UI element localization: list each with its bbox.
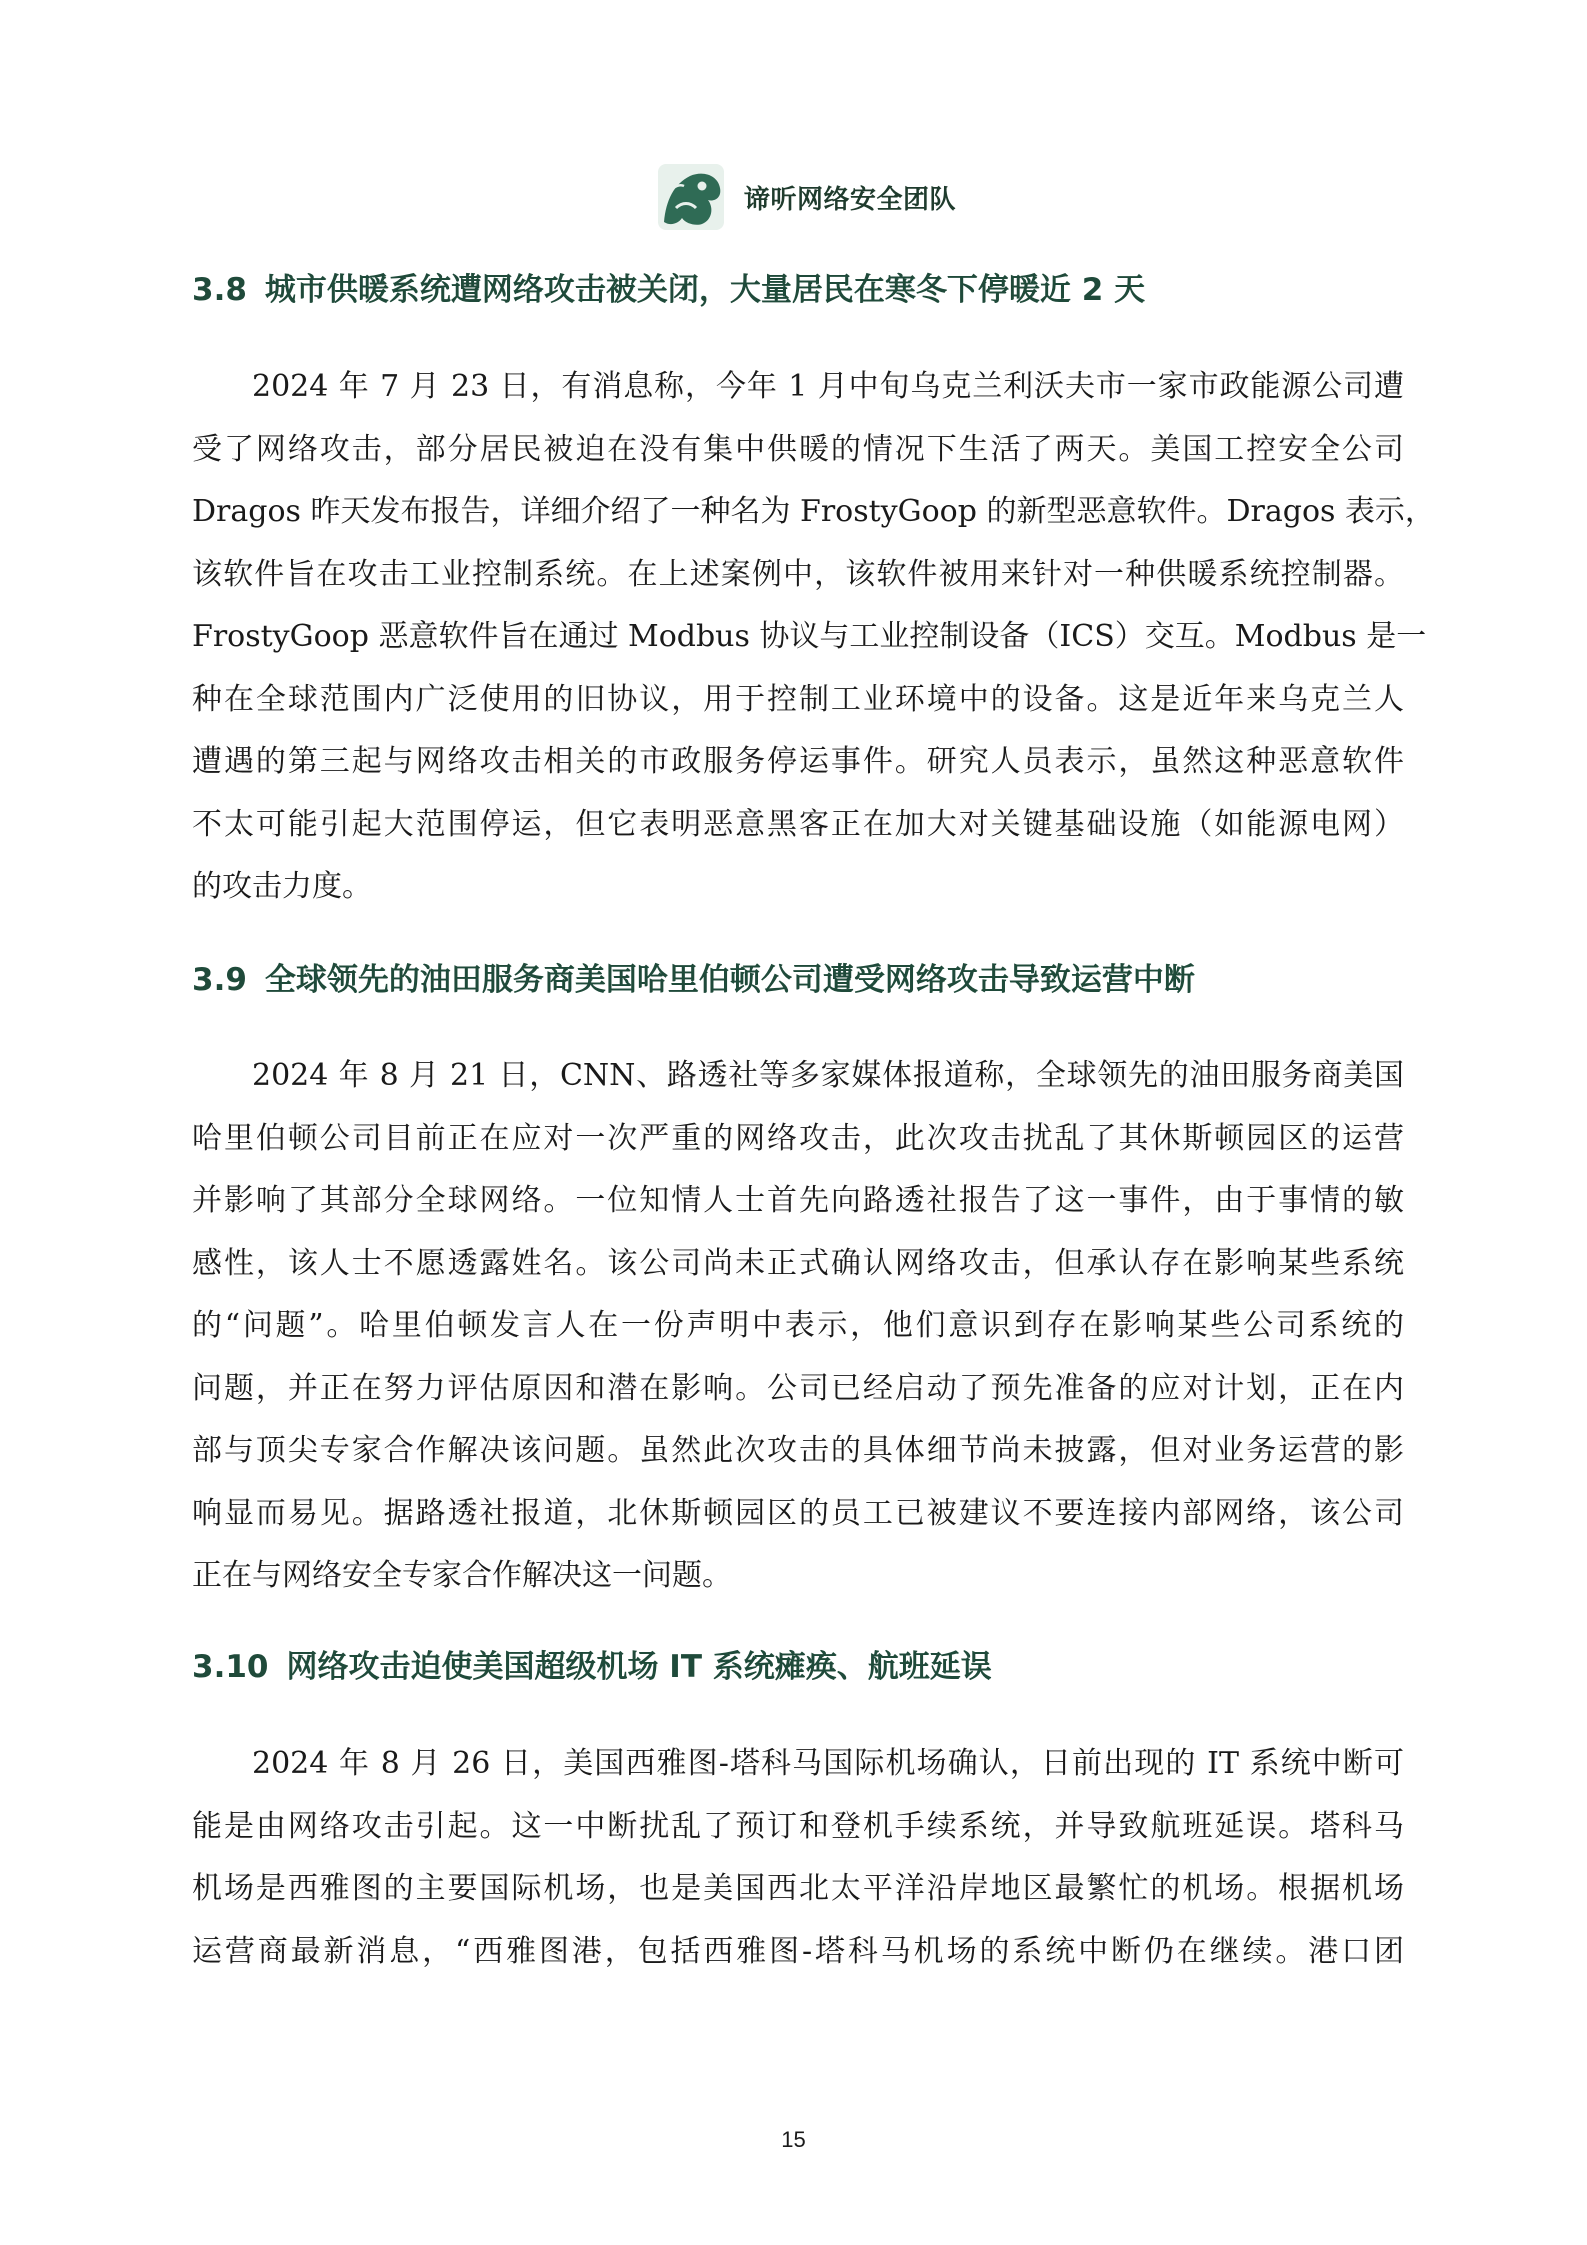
paragraph-line: 哈里伯顿公司目前正在应对一次严重的网络攻击，此次攻击扰乱了其休斯顿园区的运营 [192, 1120, 1404, 1156]
section-paragraph [192, 1733, 1404, 1983]
section-title: 全球领先的油田服务商美国哈里伯顿公司遭受网络攻击导致运营中断 [264, 962, 1195, 998]
paragraph-line: 遭遇的第三起与网络攻击相关的市政服务停运事件。研究人员表示，虽然这种恶意软件 [192, 744, 1404, 779]
page-number: 15 [781, 2127, 806, 2152]
paragraph-line: 不太可能引起大范围停运，但它表明恶意黑客正在加大对关键基础设施（如能源电网） [192, 806, 1404, 842]
paragraph-line: 能是由网络攻击引起。这一中断扰乱了预订和登机手续系统，并导致航班延误。塔科马 [192, 1808, 1404, 1844]
paragraph-line: 正在与网络安全专家合作解决这一问题。 [192, 1558, 732, 1593]
section-title: 城市供暖系统遭网络攻击被关闭，大量居民在寒冬下停暖近 2 天 [264, 272, 1146, 308]
paragraph-line: 受了网络攻击，部分居民被迫在没有集中供暖的情况下生活了两天。美国工控安全公司 [192, 431, 1404, 467]
paragraph-line: 部与顶尖专家合作解决该问题。虽然此次攻击的具体细节尚未披露，但对业务运营的影 [192, 1433, 1404, 1468]
section-number: 3.9 [192, 962, 247, 998]
paragraph-line: 种在全球范围内广泛使用的旧协议，用于控制工业环境中的设备。这是近年来乌克兰人 [192, 681, 1404, 717]
section-heading [192, 264, 1145, 309]
section-number: 3.10 [192, 1649, 269, 1685]
team-name: 谛听网络安全团队 [744, 184, 957, 215]
paragraph-line: 该软件旨在攻击工业控制系统。在上述案例中，该软件被用来针对一种供暖系统控制器。 [192, 556, 1404, 592]
paragraph-line: 的“问题”。哈里伯顿发言人在一份声明中表示，他们意识到存在影响某些公司系统的 [192, 1308, 1404, 1343]
paragraph-line: 2024 年 7 月 23 日，有消息称，今年 1 月中旬乌克兰利沃夫市一家市政能源公司遭 [252, 369, 1404, 404]
paragraph-line: FrostyGoop 恶意软件旨在通过 Modbus 协议与工业控制设备（ICS）交互。Modbus 是一 [192, 619, 1427, 654]
section-paragraph [192, 1045, 1404, 1608]
section-number: 3.8 [192, 272, 247, 308]
paragraph-line: 的攻击力度。 [192, 869, 372, 904]
section-paragraph [192, 356, 1435, 919]
paragraph-line: 2024 年 8 月 21 日，CNN、路透社等多家媒体报道称，全球领先的油田服务商美国 [252, 1058, 1404, 1093]
page-header [656, 162, 956, 232]
paragraph-line: 并影响了其部分全球网络。一位知情人士首先向路透社报告了这一事件，由于事情的敏 [192, 1183, 1404, 1218]
paragraph-line: Dragos 昨天发布报告，详细介绍了一种名为 FrostyGoop 的新型恶意软件。Dragos 表示， [192, 494, 1435, 529]
paragraph-line: 响显而易见。据路透社报道，北休斯顿园区的员工已被建议不要连接内部网络，该公司 [192, 1495, 1404, 1531]
paragraph-line: 感性，该人士不愿透露姓名。该公司尚未正式确认网络攻击，但承认存在影响某些系统 [192, 1245, 1404, 1281]
paragraph-line: 机场是西雅图的主要国际机场，也是美国西北太平洋沿岸地区最繁忙的机场。根据机场 [192, 1871, 1404, 1906]
paragraph-line: 运营商最新消息，“西雅图港，包括西雅图-塔科马机场的系统中断仍在继续。港口团 [192, 1933, 1404, 1969]
paragraph-line: 问题，并正在努力评估原因和潜在影响。公司已经启动了预先准备的应对计划，正在内 [192, 1370, 1404, 1406]
section-title: 网络攻击迫使美国超级机场 IT 系统瘫痪、航班延误 [286, 1649, 992, 1685]
paragraph-line: 2024 年 8 月 26 日，美国西雅图-塔科马国际机场确认，日前出现的 IT 系统中断可 [252, 1746, 1404, 1781]
team-logo-icon [656, 162, 726, 232]
section-heading [192, 954, 1195, 999]
section-heading [192, 1641, 992, 1686]
